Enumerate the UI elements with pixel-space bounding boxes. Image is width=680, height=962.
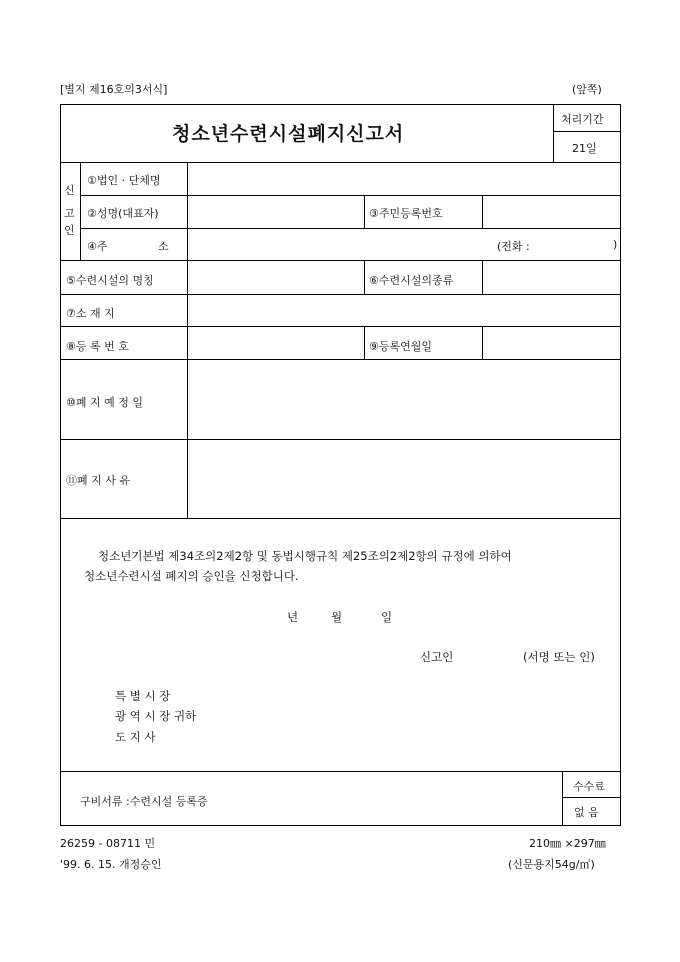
phone-field[interactable] (546, 230, 612, 258)
paper-size: 210㎜ ×297㎜ (529, 837, 606, 850)
processing-period-label: 처리기간 (561, 113, 604, 126)
facility-type-field[interactable] (484, 262, 619, 292)
paper-type: (신문용지54g/㎡) (508, 858, 595, 871)
closing-reason-field[interactable] (189, 441, 619, 516)
approval-date: '99. 6. 15. 개정승인 (60, 858, 162, 871)
address-label-suffix: 소 (158, 240, 169, 253)
page-side-label: (앞쪽) (572, 83, 602, 96)
applicant-sign-label: 신고인 (420, 650, 454, 664)
closing-reason-label: ⑪폐 지 사 유 (66, 474, 130, 487)
corp-name-field[interactable] (189, 164, 619, 193)
representative-name-label: ②성명(대표자) (87, 207, 159, 220)
facility-name-field[interactable] (189, 262, 362, 292)
statement-line-2: 청소년수련시설 폐지의 승인을 신청합니다. (84, 569, 299, 583)
registration-number-field[interactable] (189, 328, 362, 357)
date-month-label: 월 (331, 610, 343, 624)
recipient-line-3: 도 지 사 (115, 730, 156, 744)
address-field[interactable] (189, 230, 489, 258)
form-number: [별지 제16호의3서식] (60, 83, 168, 96)
location-field[interactable] (189, 296, 619, 324)
resident-number-label: ③주민등록번호 (369, 207, 443, 220)
fee-label: 수수료 (573, 780, 605, 793)
applicant-group-char-3: 인 (64, 224, 75, 237)
processing-period-value: 21일 (572, 142, 597, 155)
recipient-line-1: 특 별 시 장 (115, 689, 171, 703)
phone-label: (전화 : (497, 240, 530, 253)
recipient-line-2: 광 역 시 장 귀하 (115, 709, 197, 723)
location-label: ⑦소 재 지 (66, 307, 115, 320)
document-title: 청소년수련시설폐지신고서 (172, 123, 405, 145)
representative-name-field[interactable] (189, 197, 362, 226)
fee-value: 없 음 (574, 806, 599, 819)
registration-date-field[interactable] (484, 328, 619, 357)
date-year-label: 년 (287, 610, 299, 624)
registration-number-label: ⑧등 록 번 호 (66, 340, 129, 353)
facility-name-label: ⑤수련시설의 명칭 (66, 274, 154, 287)
signature-hint: (서명 또는 인) (523, 650, 595, 664)
address-label: ④주 (87, 240, 108, 253)
facility-type-label: ⑥수련시설의종류 (369, 274, 454, 287)
closing-date-label: ⑩폐 지 예 정 일 (66, 396, 143, 409)
applicant-group-char-1: 신 (64, 184, 75, 197)
form-code: 26259 - 08711 민 (60, 837, 156, 850)
registration-date-label: ⑨등록연월일 (369, 340, 432, 353)
phone-close: ) (613, 238, 618, 251)
closing-date-field[interactable] (189, 361, 619, 437)
required-documents: 구비서류 :수련시설 등록증 (80, 795, 208, 808)
resident-number-field[interactable] (484, 197, 619, 226)
statement-line-1: 청소년기본법 제34조의2제2항 및 동법시행규칙 제25조의2제2항의 규정에 의하여 (98, 549, 512, 563)
applicant-group-char-2: 고 (64, 207, 75, 220)
date-day-label: 일 (381, 610, 393, 624)
corp-name-label: ①법인 · 단체명 (87, 174, 161, 187)
